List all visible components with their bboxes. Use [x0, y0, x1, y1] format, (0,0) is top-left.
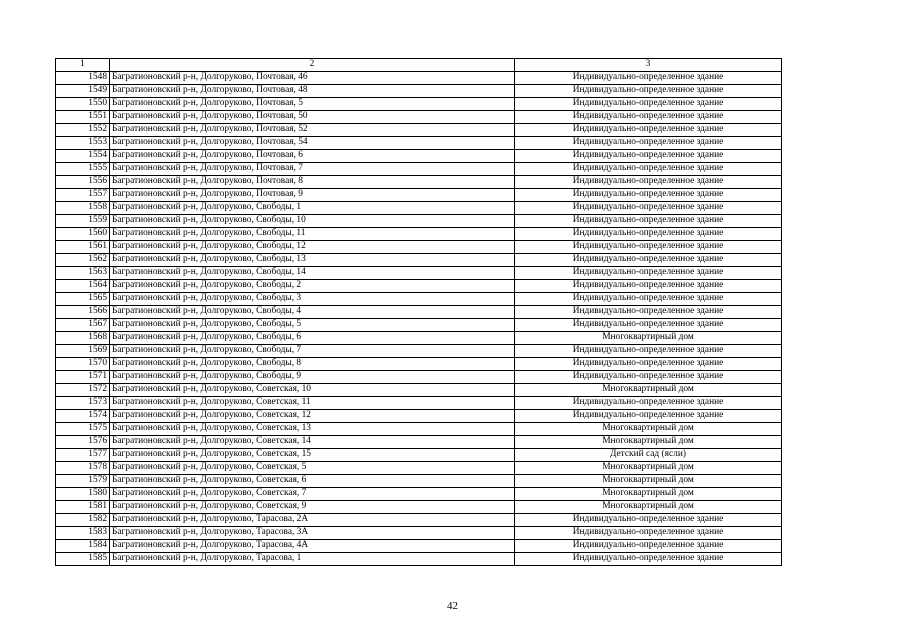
table-row	[56, 189, 782, 202]
object-type-cell: Индивидуально-определенное здание	[515, 72, 782, 85]
object-type-cell: Индивидуально-определенное здание	[515, 137, 782, 150]
row-number-cell: 1552	[56, 124, 110, 137]
address-cell: Багратионовский р-н, Долгоруково, Почтовая, 6	[110, 150, 515, 163]
row-number-cell: 1562	[56, 254, 110, 267]
address-cell: Багратионовский р-н, Долгоруково, Почтовая, 5	[110, 98, 515, 111]
table-row	[56, 501, 782, 514]
row-number-cell: 1581	[56, 501, 110, 514]
row-number-cell: 1567	[56, 319, 110, 332]
table-row	[56, 228, 782, 241]
address-cell: Багратионовский р-н, Долгоруково, Тарасова, 4А	[110, 540, 515, 553]
address-cell: Багратионовский р-н, Долгоруково, Почтовая, 9	[110, 189, 515, 202]
object-type-cell: Индивидуально-определенное здание	[515, 293, 782, 306]
table-row	[56, 150, 782, 163]
row-number-cell: 1550	[56, 98, 110, 111]
object-type-cell: Индивидуально-определенное здание	[515, 124, 782, 137]
table-row	[56, 254, 782, 267]
row-number-cell: 1572	[56, 384, 110, 397]
table-row	[56, 202, 782, 215]
table-row	[56, 111, 782, 124]
table-row	[56, 436, 782, 449]
object-type-cell: Индивидуально-определенное здание	[515, 254, 782, 267]
address-cell: Багратионовский р-н, Долгоруково, Советская, 15	[110, 449, 515, 462]
property-table-body	[56, 59, 782, 566]
table-header-row	[56, 59, 782, 72]
row-number-cell: 1558	[56, 202, 110, 215]
address-cell: Багратионовский р-н, Долгоруково, Свободы, 4	[110, 306, 515, 319]
table-row	[56, 514, 782, 527]
table-row	[56, 98, 782, 111]
object-type-cell: Индивидуально-определенное здание	[515, 228, 782, 241]
table-row	[56, 488, 782, 501]
address-cell: Багратионовский р-н, Долгоруково, Свободы, 8	[110, 358, 515, 371]
object-type-cell: Индивидуально-определенное здание	[515, 514, 782, 527]
object-type-cell: Многоквартирный дом	[515, 501, 782, 514]
table-row	[56, 176, 782, 189]
address-cell: Багратионовский р-н, Долгоруково, Почтовая, 50	[110, 111, 515, 124]
column-number-3: 3	[515, 59, 782, 72]
object-type-cell: Индивидуально-определенное здание	[515, 306, 782, 319]
table-row	[56, 423, 782, 436]
address-cell: Багратионовский р-н, Долгоруково, Почтовая, 8	[110, 176, 515, 189]
object-type-cell: Многоквартирный дом	[515, 423, 782, 436]
row-number-cell: 1571	[56, 371, 110, 384]
table-row	[56, 397, 782, 410]
table-row	[56, 384, 782, 397]
table-row	[56, 540, 782, 553]
address-cell: Багратионовский р-н, Долгоруково, Почтовая, 46	[110, 72, 515, 85]
address-cell: Багратионовский р-н, Долгоруково, Свободы, 2	[110, 280, 515, 293]
address-cell: Багратионовский р-н, Долгоруково, Советская, 13	[110, 423, 515, 436]
address-cell: Багратионовский р-н, Долгоруково, Свободы, 12	[110, 241, 515, 254]
address-cell: Багратионовский р-н, Долгоруково, Почтовая, 54	[110, 137, 515, 150]
row-number-cell: 1553	[56, 137, 110, 150]
address-cell: Багратионовский р-н, Долгоруково, Тарасова, 1	[110, 553, 515, 566]
object-type-cell: Многоквартирный дом	[515, 436, 782, 449]
object-type-cell: Индивидуально-определенное здание	[515, 397, 782, 410]
page-number: 42	[447, 600, 458, 612]
row-number-cell: 1559	[56, 215, 110, 228]
address-cell: Багратионовский р-н, Долгоруково, Почтовая, 52	[110, 124, 515, 137]
object-type-cell: Индивидуально-определенное здание	[515, 553, 782, 566]
row-number-cell: 1557	[56, 189, 110, 202]
table-row	[56, 475, 782, 488]
row-number-cell: 1563	[56, 267, 110, 280]
table-row	[56, 358, 782, 371]
row-number-cell: 1560	[56, 228, 110, 241]
object-type-cell: Индивидуально-определенное здание	[515, 163, 782, 176]
address-cell: Багратионовский р-н, Долгоруково, Советская, 6	[110, 475, 515, 488]
address-cell: Багратионовский р-н, Долгоруково, Советская, 7	[110, 488, 515, 501]
object-type-cell: Многоквартирный дом	[515, 384, 782, 397]
row-number-cell: 1573	[56, 397, 110, 410]
object-type-cell: Индивидуально-определенное здание	[515, 410, 782, 423]
row-number-cell: 1549	[56, 85, 110, 98]
row-number-cell: 1561	[56, 241, 110, 254]
object-type-cell: Индивидуально-определенное здание	[515, 358, 782, 371]
row-number-cell: 1574	[56, 410, 110, 423]
row-number-cell: 1577	[56, 449, 110, 462]
table-row	[56, 449, 782, 462]
table-row	[56, 280, 782, 293]
row-number-cell: 1576	[56, 436, 110, 449]
object-type-cell: Индивидуально-определенное здание	[515, 85, 782, 98]
row-number-cell: 1564	[56, 280, 110, 293]
row-number-cell: 1555	[56, 163, 110, 176]
table-row	[56, 267, 782, 280]
object-type-cell: Индивидуально-определенное здание	[515, 371, 782, 384]
address-cell: Багратионовский р-н, Долгоруково, Свободы, 10	[110, 215, 515, 228]
table-row	[56, 306, 782, 319]
address-cell: Багратионовский р-н, Долгоруково, Свободы, 3	[110, 293, 515, 306]
table-row	[56, 293, 782, 306]
row-number-cell: 1556	[56, 176, 110, 189]
address-cell: Багратионовский р-н, Долгоруково, Советская, 5	[110, 462, 515, 475]
object-type-cell: Многоквартирный дом	[515, 475, 782, 488]
address-cell: Багратионовский р-н, Долгоруково, Свободы, 9	[110, 371, 515, 384]
row-number-cell: 1568	[56, 332, 110, 345]
row-number-cell: 1551	[56, 111, 110, 124]
address-cell: Багратионовский р-н, Долгоруково, Свободы, 14	[110, 267, 515, 280]
address-cell: Багратионовский р-н, Долгоруково, Почтовая, 7	[110, 163, 515, 176]
row-number-cell: 1554	[56, 150, 110, 163]
object-type-cell: Индивидуально-определенное здание	[515, 280, 782, 293]
row-number-cell: 1583	[56, 527, 110, 540]
object-type-cell: Многоквартирный дом	[515, 332, 782, 345]
row-number-cell: 1566	[56, 306, 110, 319]
row-number-cell: 1582	[56, 514, 110, 527]
address-cell: Багратионовский р-н, Долгоруково, Почтовая, 48	[110, 85, 515, 98]
address-cell: Багратионовский р-н, Долгоруково, Советская, 14	[110, 436, 515, 449]
address-cell: Багратионовский р-н, Долгоруково, Свободы, 6	[110, 332, 515, 345]
row-number-cell: 1585	[56, 553, 110, 566]
object-type-cell: Детский сад (ясли)	[515, 449, 782, 462]
row-number-cell: 1578	[56, 462, 110, 475]
object-type-cell: Индивидуально-определенное здание	[515, 215, 782, 228]
object-type-cell: Индивидуально-определенное здание	[515, 189, 782, 202]
table-row	[56, 553, 782, 566]
column-number-2: 2	[110, 59, 515, 72]
address-cell: Багратионовский р-н, Долгоруково, Советская, 9	[110, 501, 515, 514]
address-cell: Багратионовский р-н, Долгоруково, Тарасова, 3А	[110, 527, 515, 540]
object-type-cell: Индивидуально-определенное здание	[515, 111, 782, 124]
object-type-cell: Индивидуально-определенное здание	[515, 345, 782, 358]
row-number-cell: 1569	[56, 345, 110, 358]
address-cell: Багратионовский р-н, Долгоруково, Советская, 10	[110, 384, 515, 397]
row-number-cell: 1579	[56, 475, 110, 488]
object-type-cell: Индивидуально-определенное здание	[515, 527, 782, 540]
property-table	[55, 58, 782, 566]
table-row	[56, 527, 782, 540]
row-number-cell: 1548	[56, 72, 110, 85]
object-type-cell: Многоквартирный дом	[515, 462, 782, 475]
table-row	[56, 215, 782, 228]
table-row	[56, 137, 782, 150]
table-row	[56, 371, 782, 384]
table-row	[56, 462, 782, 475]
object-type-cell: Индивидуально-определенное здание	[515, 540, 782, 553]
row-number-cell: 1580	[56, 488, 110, 501]
address-cell: Багратионовский р-н, Долгоруково, Тарасова, 2А	[110, 514, 515, 527]
column-number-1: 1	[56, 59, 110, 72]
table-row	[56, 72, 782, 85]
table-row	[56, 85, 782, 98]
object-type-cell: Индивидуально-определенное здание	[515, 150, 782, 163]
row-number-cell: 1575	[56, 423, 110, 436]
address-cell: Багратионовский р-н, Долгоруково, Свободы, 11	[110, 228, 515, 241]
address-cell: Багратионовский р-н, Долгоруково, Советская, 11	[110, 397, 515, 410]
table-row	[56, 124, 782, 137]
object-type-cell: Индивидуально-определенное здание	[515, 267, 782, 280]
object-type-cell: Индивидуально-определенное здание	[515, 202, 782, 215]
object-type-cell: Многоквартирный дом	[515, 488, 782, 501]
table-row	[56, 332, 782, 345]
table-row	[56, 345, 782, 358]
row-number-cell: 1565	[56, 293, 110, 306]
table-row	[56, 319, 782, 332]
address-cell: Багратионовский р-н, Долгоруково, Свободы, 13	[110, 254, 515, 267]
row-number-cell: 1584	[56, 540, 110, 553]
object-type-cell: Индивидуально-определенное здание	[515, 176, 782, 189]
address-cell: Багратионовский р-н, Долгоруково, Советская, 12	[110, 410, 515, 423]
address-cell: Багратионовский р-н, Долгоруково, Свободы, 5	[110, 319, 515, 332]
row-number-cell: 1570	[56, 358, 110, 371]
address-cell: Багратионовский р-н, Долгоруково, Свободы, 1	[110, 202, 515, 215]
table-row	[56, 163, 782, 176]
address-cell: Багратионовский р-н, Долгоруково, Свободы, 7	[110, 345, 515, 358]
object-type-cell: Индивидуально-определенное здание	[515, 98, 782, 111]
table-row	[56, 241, 782, 254]
table-row	[56, 410, 782, 423]
object-type-cell: Индивидуально-определенное здание	[515, 241, 782, 254]
object-type-cell: Индивидуально-определенное здание	[515, 319, 782, 332]
